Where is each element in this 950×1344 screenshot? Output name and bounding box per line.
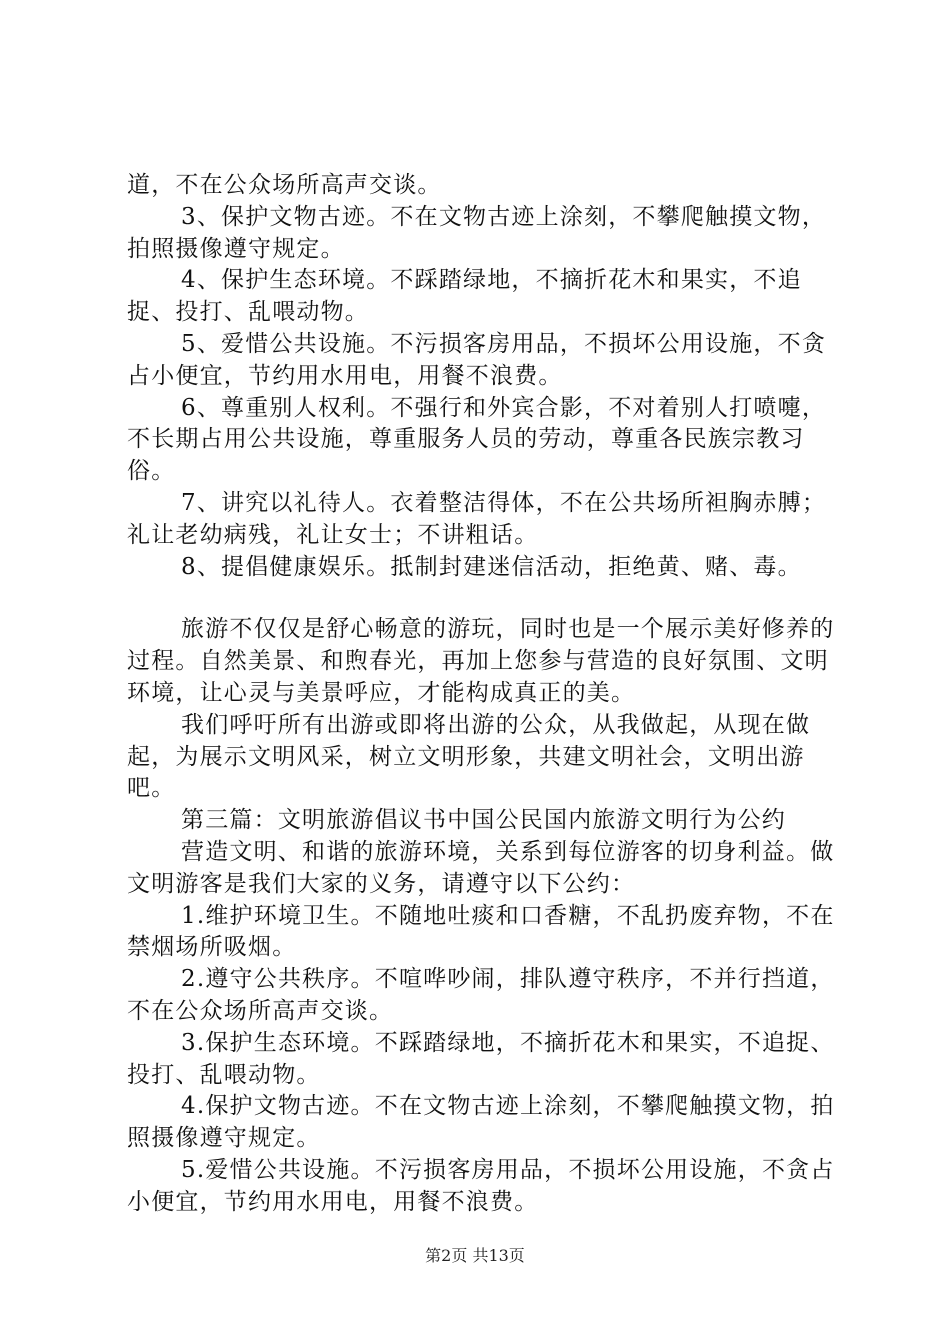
paragraph-rule-6: 6、尊重别人权利。不强行和外宾合影，不对着别人打喷嚏，不长期占用公共设施，尊重服务人员的劳动，尊重各民族宗教习俗。 <box>127 394 827 485</box>
paragraph-rule-8: 8、提倡健康娱乐。抵制封建迷信活动，拒绝黄、赌、毒。 <box>181 553 802 580</box>
paragraph-rule-3: 3、保护文物古迹。不在文物古迹上涂刻，不攀爬触摸文物，拍照摄像遵守规定。 <box>127 203 827 262</box>
document-body <box>127 170 843 1219</box>
section-heading: 第三篇：文明旅游倡议书中国公民国内旅游文明行为公约 <box>181 807 786 834</box>
paragraph-continuation: 道，不在公众场所高声交谈。 <box>127 172 442 198</box>
paragraph-convention-4: 4.保护文物古迹。不在文物古迹上涂刻，不攀爬触摸文物，拍照摄像遵守规定。 <box>127 1093 835 1152</box>
paragraph-appeal: 我们呼吁所有出游或即将出游的公众，从我做起，从现在做起，为展示文明风采，树立文明形象，共建文明社会，文明出游吧。 <box>127 711 811 802</box>
page-number-footer: 第2页 共13页 <box>425 1246 525 1265</box>
paragraph-convention-2: 2.遵守公共秩序。不喧哗吵闹，排队遵守秩序，不并行挡道，不在公众场所高声交谈。 <box>127 966 835 1024</box>
paragraph-gap <box>127 583 843 614</box>
paragraph-rule-4: 4、保护生态环境。不踩踏绿地，不摘折花木和果实，不追捉、投打、乱喂动物。 <box>127 267 802 326</box>
paragraph-convention-3: 3.保护生态环境。不踩踏绿地，不摘折花木和果实，不追捉、投打、乱喂动物。 <box>127 1029 835 1088</box>
paragraph-rule-7: 7、讲究以礼待人。衣着整洁得体，不在公共场所袒胸赤膊；礼让老幼病残，礼让女士；不讲粗话。 <box>127 489 827 548</box>
paragraph-convention-intro: 营造文明、和谐的旅游环境，关系到每位游客的切身利益。做文明游客是我们大家的义务，请遵守以下公约： <box>127 838 835 897</box>
paragraph-rule-5: 5、爱惜公共设施。不污损客房用品，不损坏公用设施，不贪占小便宜，节约用水用电，用餐不浪费。 <box>127 330 827 389</box>
paragraph-convention-1: 1.维护环境卫生。不随地吐痰和口香糖，不乱扔废弃物，不在禁烟场所吸烟。 <box>127 902 835 961</box>
paragraph-travel-intro: 旅游不仅仅是舒心畅意的游玩，同时也是一个展示美好修养的过程。自然美景、和煦春光，再加上您参与营造的良好氛围、文明环境，让心灵与美景呼应，才能构成真正的美。 <box>127 616 835 706</box>
paragraph-convention-5: 5.爱惜公共设施。不污损客房用品，不损坏公用设施，不贪占小便宜，节约用水用电，用餐不浪费。 <box>127 1156 835 1215</box>
